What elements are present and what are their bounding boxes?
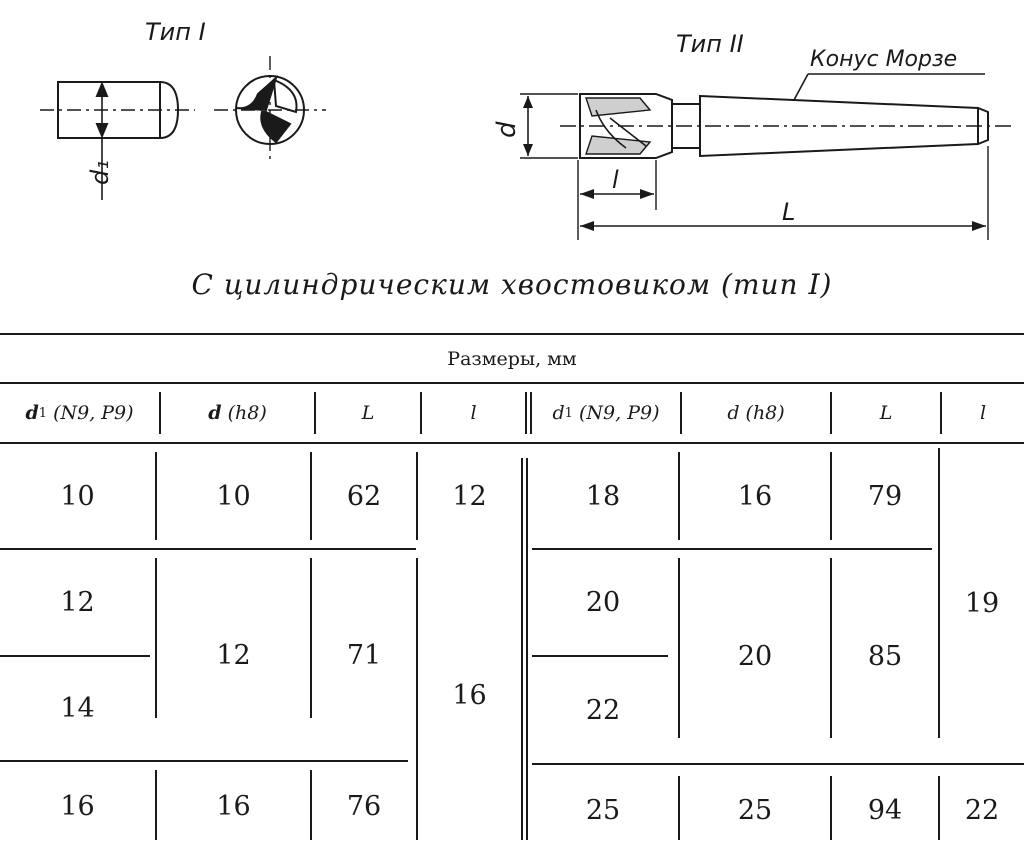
header-L-right: L bbox=[879, 402, 893, 424]
cell-d-20: 20 bbox=[737, 641, 773, 672]
cutter-drawing bbox=[0, 0, 1024, 250]
cell-l-22: 22 bbox=[964, 794, 1000, 826]
cell-l-16: 16 bbox=[452, 679, 487, 711]
cell-L-85: 85 bbox=[867, 641, 903, 672]
cell-l-19: 19 bbox=[964, 588, 1000, 619]
type1-label: Тип I bbox=[145, 18, 206, 46]
dim-L-label: L bbox=[782, 198, 796, 226]
dimensions-table bbox=[0, 318, 1024, 840]
dim-d1-label: d₁ bbox=[86, 160, 114, 185]
cell-d1-18: 18 bbox=[585, 480, 621, 512]
dim-l-label: l bbox=[612, 166, 619, 194]
type2-label: Тип II bbox=[676, 30, 744, 58]
cell-L-79: 79 bbox=[867, 480, 903, 512]
table-caption: Размеры, мм bbox=[447, 348, 577, 370]
type2-side-view bbox=[520, 94, 1014, 240]
header-d1-left: d 1 (N9, P9) bbox=[25, 402, 134, 424]
dim-d-label: d bbox=[492, 121, 522, 138]
header-d-left: d (h8) bbox=[208, 402, 267, 424]
cell-d1-10: 10 bbox=[60, 480, 95, 512]
type1-end-view bbox=[214, 56, 326, 164]
cell-d-16: 16 bbox=[216, 790, 251, 822]
cell-L-94: 94 bbox=[867, 794, 903, 826]
header-L-left: L bbox=[361, 402, 375, 424]
cell-L-71: 71 bbox=[346, 639, 382, 671]
cell-d1-22: 22 bbox=[585, 694, 621, 726]
morse-taper-label: Конус Морзе bbox=[810, 47, 958, 72]
cell-d1-25: 25 bbox=[585, 794, 621, 826]
cell-L-62: 62 bbox=[346, 480, 382, 512]
header-l-right: l bbox=[979, 402, 987, 424]
section-subtitle: С цилиндрическим хвостовиком (тип I) bbox=[191, 268, 833, 301]
cell-d1-16: 16 bbox=[60, 790, 95, 822]
cell-d-10: 10 bbox=[216, 480, 251, 512]
cell-d1-14: 14 bbox=[60, 693, 95, 724]
type1-side-view bbox=[40, 82, 195, 200]
cell-d-16-right: 16 bbox=[737, 480, 773, 512]
cell-d-12: 12 bbox=[216, 639, 251, 671]
cell-l-12: 12 bbox=[452, 480, 487, 512]
header-l-left: l bbox=[470, 402, 477, 424]
technical-drawing bbox=[0, 0, 1024, 250]
header-d-right: d (h8) bbox=[727, 402, 785, 424]
cell-L-76: 76 bbox=[346, 790, 382, 822]
cell-d-25: 25 bbox=[737, 794, 773, 826]
cell-d1-20: 20 bbox=[585, 587, 621, 618]
header-d1-right: d 1 (N9, P9) bbox=[552, 402, 660, 424]
cell-d1-12: 12 bbox=[60, 587, 95, 618]
